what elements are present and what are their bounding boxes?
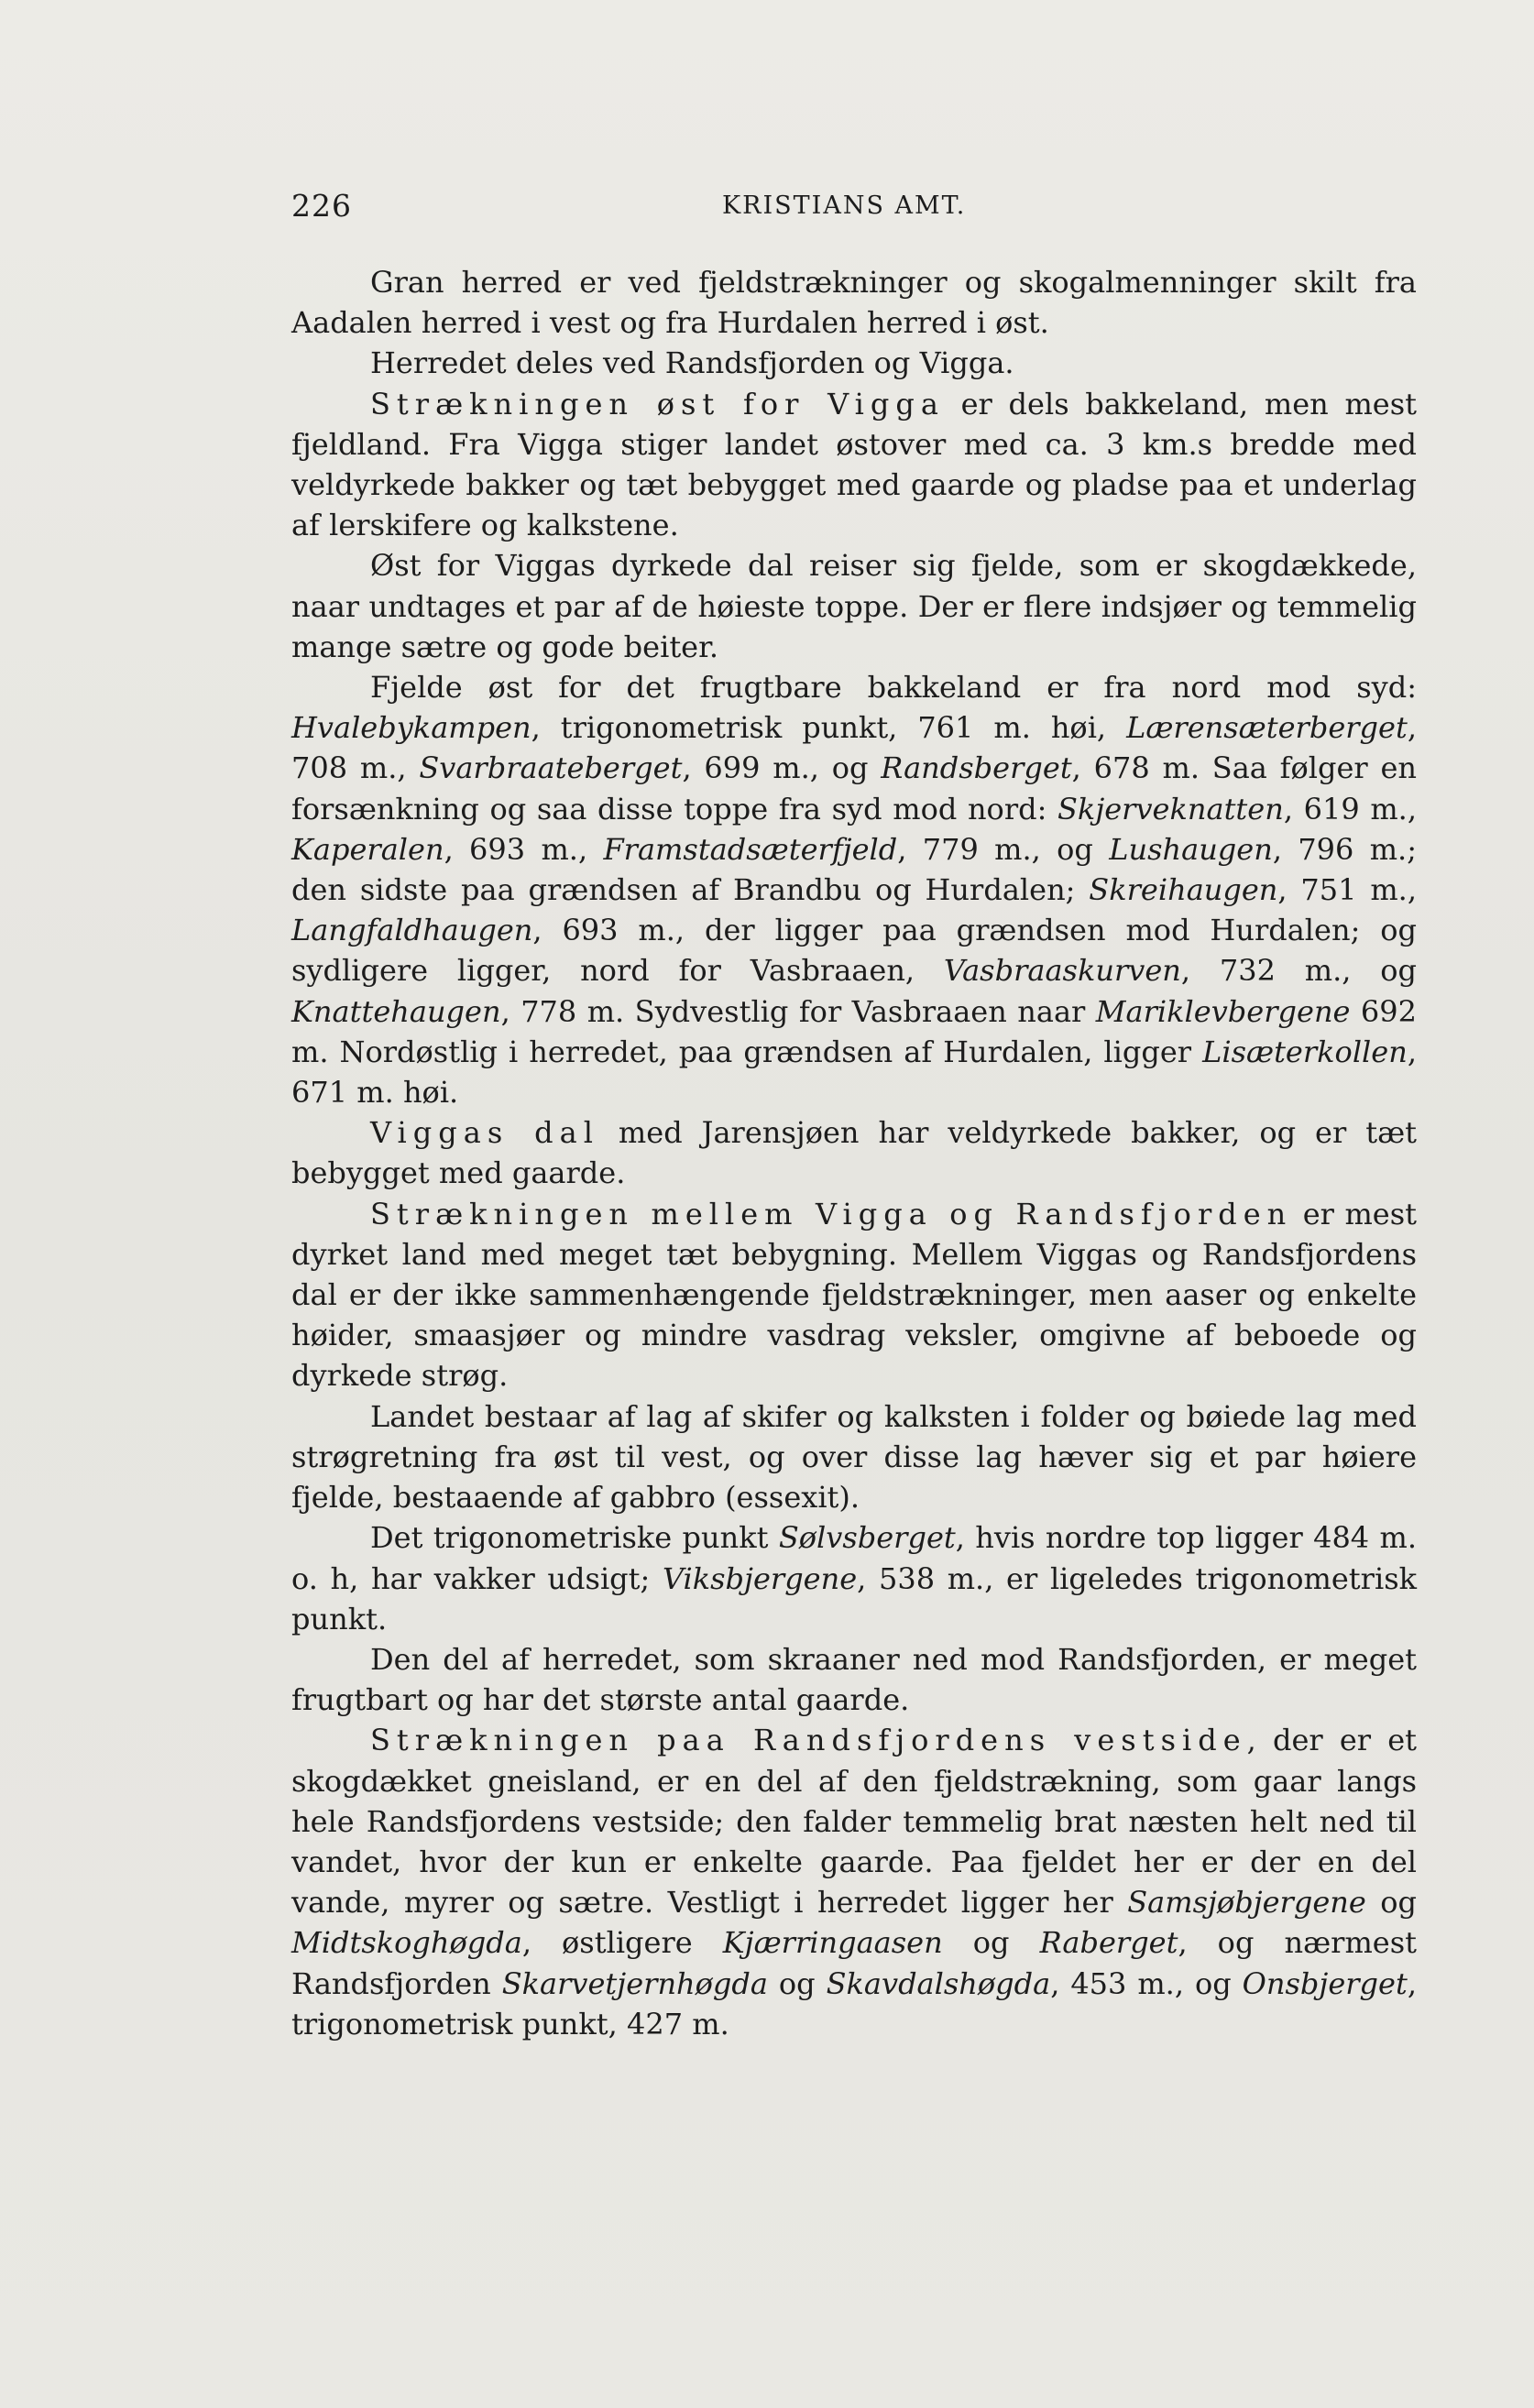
text-run: , 538 m., er ligeledes trigonometrisk punkt. [291,1560,1417,1636]
text-run: , 619 m., [1283,791,1418,826]
place-name: Onsbjerget [1242,1965,1408,2001]
text-run: , 678 m. Saa følger en forsænkning og saa disse toppe fra syd mod nord: [291,750,1418,826]
place-name: Midtskoghøgda [291,1925,522,1961]
place-name: Vasbraaskurven [943,953,1181,989]
text-run: , østligere [521,1925,723,1961]
paragraph-2: Herredet deles ved Randsfjorden og Vigga. [370,345,1014,381]
text-run: , 708 m., [291,710,1417,786]
place-name: Kjærringaasen [722,1925,943,1961]
body-text [291,262,1417,2044]
page-number: 226 [291,188,352,224]
place-name: Lærensæterberget [1126,710,1408,746]
place-name: Knattehaugen [291,993,501,1029]
paragraph-3 [291,384,1417,546]
text-run: , 671 m. høi. [291,1034,1417,1111]
text-run: , 453 m., og [1050,1965,1243,2001]
place-name: Hvalebykampen [291,710,531,746]
text-run: , 693 m., [444,831,604,867]
paragraph-4: Øst for Viggas dyrkede dal reiser sig fjelde, som er skogdækkede, naar undtages et par af de høieste toppe. Der er flere indsjøer og temmelig mange sætre og gode beiter. [291,548,1417,664]
text-run: og [767,1965,827,2001]
paragraph-10: Den del af herredet, som skraaner ned mod Randsfjorden, er meget frugtbart og har det største antal gaarde. [291,1641,1417,1718]
text-run: , 779 m., og [897,831,1110,867]
place-name: Kaperalen [291,831,444,867]
text-run: 692 m. Nordøstlig i herredet, paa grændsen af Hurdalen, ligger [291,993,1418,1069]
spaced-heading: Strækningen øst for Vigga [370,386,945,421]
text-run: Fjelde øst for det frugtbare bakkeland er fra nord mod syd: [370,670,1417,706]
place-name: Langfaldhaugen [291,913,533,948]
paragraph-7 [291,1194,1417,1396]
paragraph-1: Gran herred er ved fjeldstrækninger og skogalmenninger skilt fra Aadalen herred i vest og fra Hurdalen herred i øst. [291,265,1417,341]
text-run: , 796 m.; den sidste paa grændsen af Brandbu og Hurdalen; [291,831,1418,908]
paragraph-text: er mest dyrket land med meget tæt bebygning. Mellem Viggas og Randsfjordens dal er der ikke sammenhængende fjeldstrækninger, men aaser og enkelte høider, smaasjøer og mindre vasdrag veksler, omgivne af beboede og dyrkede strøg. [291,1196,1418,1394]
place-name: Samsjøbjergene [1127,1885,1366,1921]
text-run: , 732 m., og [1180,953,1418,989]
spaced-heading: Strækningen mellem Vigga og Randsfjorden [370,1196,1293,1231]
place-name: Skarvetjernhøgda [501,1965,768,2001]
paragraph-5 [291,667,1417,1112]
text-run: og [942,1925,1040,1961]
text-run: Det trigonometriske punkt [370,1520,779,1556]
place-name: Sølvsberget [778,1520,956,1556]
place-name: Framstadsæterfjeld [603,831,898,867]
paragraph-8: Landet bestaar af lag af skifer og kalksten i folder og bøiede lag med strøgretning fra øst til vest, og over disse lag hæver sig et par høiere fjelde, bestaaende af gabbro (essexit). [291,1398,1417,1516]
place-name: Viksbjergene [662,1560,858,1596]
place-name: Svarbraateberget [419,750,683,786]
spaced-heading: Strækningen paa Randsfjordens vestside [370,1723,1247,1758]
text-run: , 699 m., og [682,750,882,786]
paragraph-11 [291,1720,1417,2044]
paragraph-text: med Jarensjøen har veldyrkede bakker, og er tæt bebygget med gaarde. [291,1115,1418,1191]
text-run: , og nærmest Randsfjorden [291,1925,1418,2001]
text-run: , 693 m., der ligger paa grændsen mod Hurdalen; og sydligere ligger, nord for Vasbraaen, [291,913,1417,989]
text-run: og [1365,1885,1418,1921]
place-name: Lisæterkollen [1202,1034,1408,1069]
spaced-heading: Viggas dal [370,1115,599,1151]
place-name: Lushaugen [1109,831,1273,867]
page-header [291,188,1419,224]
text-run: , 778 m. Sydvestlig for Vasbraaen naar [500,993,1096,1029]
place-name: Randsberget [881,750,1072,786]
running-head: KRISTIANS AMT. [722,192,967,220]
paragraph-6 [291,1112,1417,1193]
place-name: Skjerveknatten [1057,791,1284,826]
paragraph-text: er dels bakkeland, men mest fjeldland. Fra Vigga stiger landet østover med ca. 3 km.s bredde med veldyrkede bakker og tæt bebygget med gaarde og pladse paa et underlag af lerskifere og kalkstene. [291,386,1418,543]
text-run: , trigonometrisk punkt, 761 m. høi, [531,710,1127,746]
text-run: , hvis nordre top ligger 484 m. o. h, har vakker udsigt; [291,1520,1417,1596]
text-run: , der er et skogdækket gneisland, er en del af den fjeldstrækning, som gaar langs hele Randsfjordens vestside; den falder temmelig brat næsten helt ned til vandet, hvor der kun er enkelte gaarde. Paa fjeldet her er der en del vande, myrer og sætre. Vestligt i herredet ligger her [291,1723,1418,1921]
text-run: , trigonometrisk punkt, 427 m. [291,1965,1417,2041]
place-name: Raberget [1039,1925,1178,1961]
place-name: Skreihaugen [1089,872,1278,908]
paragraph-9 [291,1517,1417,1639]
text-run: , 751 m., [1277,872,1418,908]
place-name: Mariklevbergene [1095,993,1351,1029]
place-name: Skavdalshøgda [826,1965,1051,2001]
